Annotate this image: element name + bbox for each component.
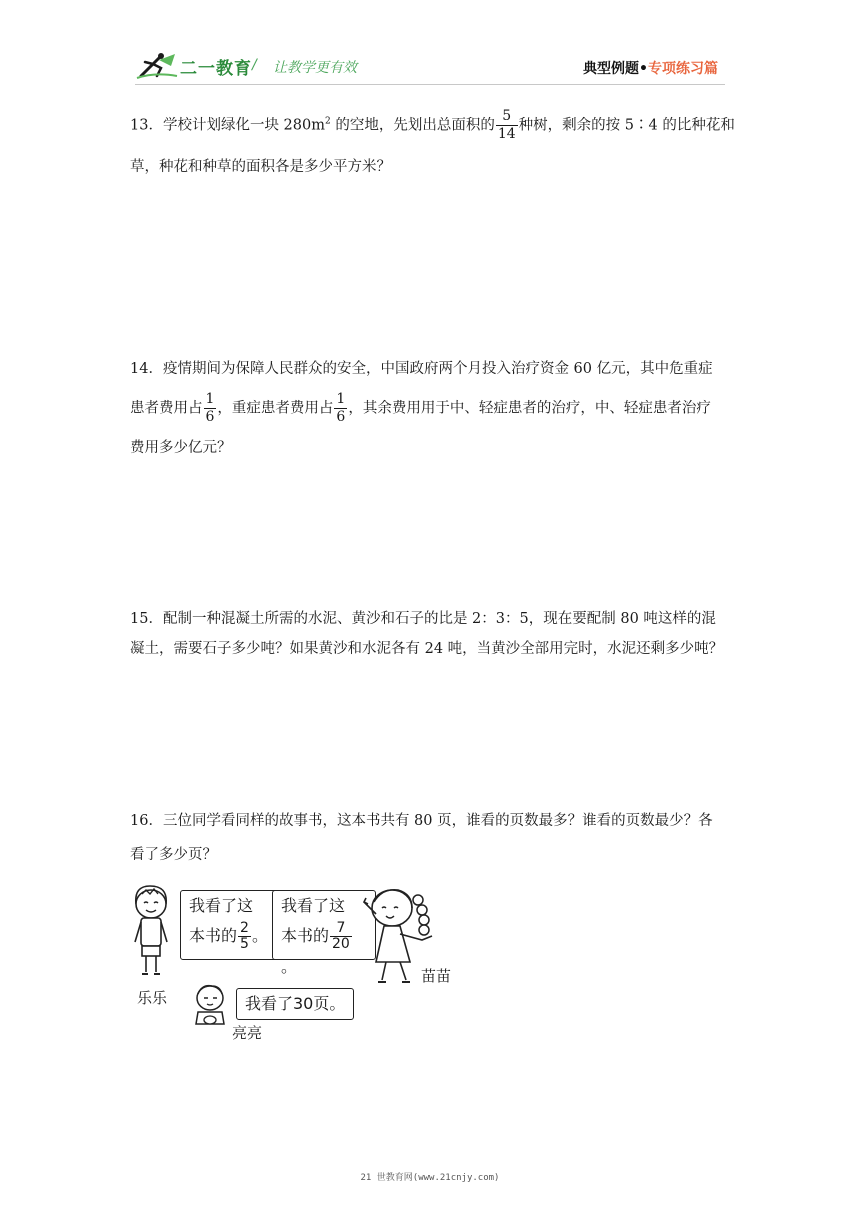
question-16-line-1: 16．三位同学看同样的故事书，这本书共有 80 页，谁看的页数最多？谁看的页数最少？各 xyxy=(130,813,713,829)
question-14-line-3: 费用多少亿元？ xyxy=(130,440,232,456)
fraction-2-5 xyxy=(238,921,251,952)
header-divider xyxy=(135,84,725,85)
header-separator: / xyxy=(252,57,257,73)
bubble-text: 我看了这 xyxy=(189,896,254,915)
brand-name: 二一教育 xyxy=(180,59,252,79)
section-title-sub: 专项练习篇 xyxy=(648,61,718,77)
q13-superscript: 2 xyxy=(325,116,331,127)
fraction-5-14 xyxy=(496,108,518,143)
lele-speech-bubble xyxy=(180,890,278,960)
q14-text-c: ，其余费用用于中、轻症患者的治疗，中、轻症患者治疗 xyxy=(348,400,711,417)
question-14-line-1: 14．疫情期间为保障人民群众的安全，中国政府两个月投入治疗资金 60 亿元，其中危重症 xyxy=(130,361,713,377)
fraction-numerator: 1 xyxy=(205,391,215,407)
lele-boy-figure xyxy=(128,882,174,980)
liangliang-speech-bubble xyxy=(236,988,354,1020)
q14-text-a: 患者费用占 xyxy=(130,400,203,417)
question-15-line-1: 15．配制一种混凝土所需的水泥、黄沙和石子的比是 2：3：5，现在要配制 80 吨这样的混 xyxy=(130,611,716,627)
bubble-text: 我看了30页。 xyxy=(245,994,346,1013)
fraction-numerator: 1 xyxy=(336,391,346,407)
q13-text-c: 种树，剩余的按 5∶4 的比种花和 xyxy=(518,117,735,134)
fraction-numerator: 5 xyxy=(496,108,518,126)
fraction-denominator: 14 xyxy=(497,126,516,142)
question-13-line-2: 草，种花和种草的面积各是多少平方米？ xyxy=(130,159,391,175)
fraction-numerator: 2 xyxy=(240,920,249,936)
q13-text-a: 13．学校计划绿化一块 280m xyxy=(130,117,325,134)
name-lele: 乐乐 xyxy=(137,989,168,1007)
bubble-text-fraction-line xyxy=(281,921,367,982)
bubble-text: 。 xyxy=(251,926,268,945)
bubble-text: 。 xyxy=(281,957,298,976)
fraction-denominator: 20 xyxy=(332,936,350,952)
bubble-text: 本书的 xyxy=(189,926,238,945)
bubble-text: 本书的 xyxy=(281,926,330,945)
liangliang-boy-figure xyxy=(190,982,230,1032)
fraction-denominator: 5 xyxy=(240,936,249,952)
bubble-text: 我看了这 xyxy=(281,896,346,915)
q13-text-b: 的空地，先划出总面积的 xyxy=(330,117,495,134)
question-15-line-2: 凝土，需要石子多少吨？如果黄沙和水泥各有 24 吨，当黄沙全部用完时，水泥还剩多少吨？ xyxy=(130,641,724,657)
name-liangliang: 亮亮 xyxy=(232,1024,263,1042)
page-footer: 21 世教育网(www.21cnjy.com) xyxy=(360,1173,500,1183)
bubble-text-fraction-line xyxy=(189,921,269,952)
question-14-line-2 xyxy=(130,391,711,426)
q14-text-b: ，重症患者费用占 xyxy=(217,400,334,417)
fraction-denominator: 6 xyxy=(205,409,215,425)
fraction-7-20 xyxy=(330,921,352,952)
miaomiao-speech-bubble xyxy=(272,890,376,976)
question-16-line-2: 看了多少页？ xyxy=(130,847,217,863)
fraction-1-6-b xyxy=(334,391,347,426)
fraction-denominator: 6 xyxy=(336,409,346,425)
question-13-line-1 xyxy=(130,108,735,143)
section-title-main: 典型例题• xyxy=(583,61,648,77)
page-header xyxy=(0,0,860,100)
name-miaomiao: 苗苗 xyxy=(421,967,452,985)
brand-slogan: 让教学更有效 xyxy=(273,60,357,76)
section-title xyxy=(583,58,718,78)
fraction-numerator: 7 xyxy=(330,921,352,937)
runner-logo-icon xyxy=(135,50,179,80)
fraction-1-6-a xyxy=(204,391,217,426)
